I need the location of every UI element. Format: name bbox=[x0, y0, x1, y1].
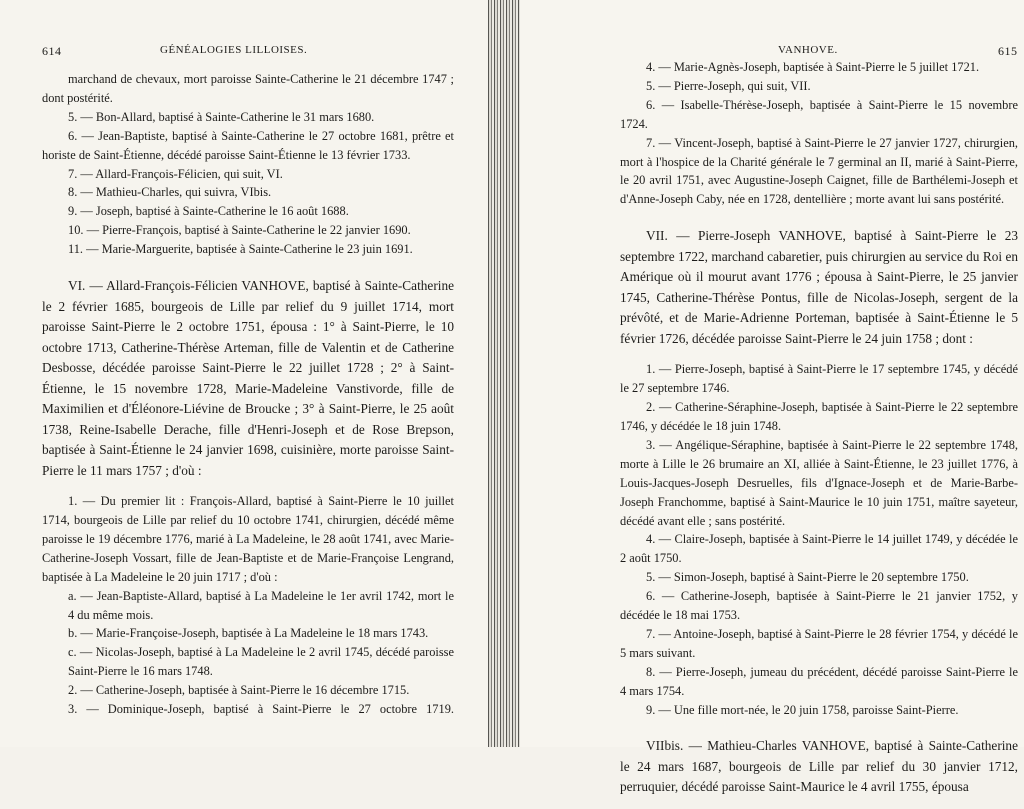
genealogy-entry: 6. — Jean-Baptiste, baptisé à Sainte-Catherine le 27 octobre 1681, prêtre et horiste de Saint-Étienne, décédé paroisse Saint-Étienne le 13 février 1733. bbox=[42, 128, 454, 162]
genealogy-entry: 9. — Joseph, baptisé à Sainte-Catherine le 16 août 1688. bbox=[68, 204, 349, 219]
generation-entry: VII. — Pierre-Joseph VANHOVE, baptisé à Saint-Pierre le 23 septembre 1722, marchand cabaretier, puis chirurgien au service du Roi en Amérique où il mourut avant 1776 ; épousa à Saint-Pierre, le 25 janvier 1745, Catherine-Thérèse Pontus, fille de Nicolas-Joseph, sergent de la prévôté, et de Marie-Adrienne Porteman, baptisée à Saint-Étienne le 5 février 1726, décédée paroisse Saint-Pierre le 24 juin 1758 ; dont : bbox=[620, 228, 1018, 346]
genealogy-entry: 8. — Pierre-Joseph, jumeau du précédent, décédé paroisse Saint-Pierre le 4 mars 1754. bbox=[620, 664, 1018, 698]
genealogy-entry: 7. — Allard-François-Félicien, qui suit, VI. bbox=[68, 166, 283, 181]
genealogy-entry: 1. — Du premier lit : François-Allard, baptisé à Saint-Pierre le 10 juillet 1714, bourgeois de Lille par relief du 10 octobre 1741, chirurgien, décédé même paroisse le 19 décembre 1776, marié à La Madeleine, le 28 août 1741, avec Marie-Catherine-Joseph Vossart, fille de Jean-Baptiste et de Marie-Françoise Lengrand, baptisée à La Madeleine le 20 juin 1717 ; d'où : bbox=[42, 494, 454, 584]
paragraph-gap bbox=[620, 209, 1018, 220]
paragraph-gap bbox=[42, 259, 454, 270]
genealogy-entry: a. — Jean-Baptiste-Allard, baptisé à La Madeleine le 1er avril 1742, mort le 4 du même mois. bbox=[68, 588, 454, 622]
page-body bbox=[620, 58, 1018, 809]
page-number: 614 bbox=[42, 44, 62, 58]
paragraph-gap bbox=[42, 481, 454, 492]
paragraph-gap bbox=[620, 349, 1018, 360]
page-body bbox=[42, 70, 454, 719]
generation-entry: VI. — Allard-François-Félicien VANHOVE, baptisé à Sainte-Catherine le 2 février 1685, bourgeois de Lille par relief du 9 juillet 1714, mort paroisse Saint-Pierre le 2 octobre 1751, épousa : 1° à Saint-Pierre, le 10 octobre 1713, Catherine-Thérèse Arteman, fille de Valentin et de Catherine Desbosse, décédée paroisse Saint-Pierre le 22 juillet 1728 ; 2° à Saint-Étienne, le 15 novembre 1728, Marie-Madeleine Vanstivorde, fille de Maximilien et d'Éléonore-Liévine de Broucke ; 3° à Saint-Pierre, le 25 août 1738, Reine-Isabelle Derache, fille d'Henri-Joseph et de Rose Brepson, baptisée à Saint-Étienne le 24 janvier 1698, cuisinière, morte paroisse Saint-Pierre le 11 mars 1757 ; d'où : bbox=[42, 278, 454, 478]
generation-entry: VIIbis. — Mathieu-Charles VANHOVE, baptisé à Sainte-Catherine le 24 mars 1687, bourgeois de Lille par relief du 30 janvier 1712, perruquier, décédé paroisse Saint-Maurice le 4 avril 1755, épousa bbox=[620, 738, 1018, 795]
running-head: VANHOVE. bbox=[778, 44, 838, 56]
genealogy-entry: 3. — Angélique-Séraphine, baptisée à Saint-Pierre le 22 septembre 1748, morte à Lille le 26 brumaire an XI, alliée à Saint-Étienne, le 23 juillet 1776, à Louis-Jacques-Joseph Desruelles, fils d'Ignace-Joseph et de Marie-Barbe-Joseph Franchomme, baptisé à Saint-Maurice le 10 juin 1751, maître sayeteur, décédé avant elle ; sans postérité. bbox=[620, 437, 1018, 528]
book-gutter bbox=[488, 0, 520, 747]
genealogy-entry: 6. — Isabelle-Thérèse-Joseph, baptisée à Saint-Pierre le 15 novembre 1724. bbox=[620, 97, 1018, 131]
genealogy-entry: 4. — Claire-Joseph, baptisée à Saint-Pierre le 14 juillet 1749, y décédée le 2 août 1750. bbox=[620, 532, 1018, 566]
genealogy-entry: 4. — Marie-Agnès-Joseph, baptisée à Saint-Pierre le 5 juillet 1721. bbox=[646, 60, 980, 74]
genealogy-entry: 5. — Pierre-Joseph, qui suit, VII. bbox=[646, 78, 811, 93]
genealogy-entry: c. — Nicolas-Joseph, baptisé à La Madeleine le 2 avril 1745, décédé paroisse Saint-Pierre le 16 mars 1748. bbox=[68, 645, 454, 679]
genealogy-entry: 9. — Une fille mort-née, le 20 juin 1758, paroisse Saint-Pierre. bbox=[646, 702, 959, 717]
genealogy-entry: 1. — Pierre-Joseph, baptisé à Saint-Pierre le 17 septembre 1745, y décédé le 27 septembre 1746. bbox=[620, 362, 1018, 396]
genealogy-entry: 5. — Bon-Allard, baptisé à Sainte-Catherine le 31 mars 1680. bbox=[68, 109, 375, 124]
genealogy-entry: 6. — Catherine-Joseph, baptisée à Saint-Pierre le 21 janvier 1752, y décédée le 18 mai 1753. bbox=[620, 589, 1018, 623]
running-head: GÉNÉALOGIES LILLOISES. bbox=[160, 44, 308, 56]
genealogy-entry: 7. — Antoine-Joseph, baptisé à Saint-Pierre le 28 février 1754, y décédé le 5 mars suivant. bbox=[620, 626, 1018, 660]
genealogy-entry: 8. — Mathieu-Charles, qui suivra, VIbis. bbox=[68, 185, 272, 200]
genealogy-entry: 11. — Marie-Marguerite, baptisée à Sainte-Catherine le 23 juin 1691. bbox=[68, 242, 413, 257]
paragraph-gap bbox=[620, 719, 1018, 730]
right-page bbox=[520, 0, 1024, 795]
genealogy-entry: 3. — Dominique-Joseph, baptisé à Saint-Pierre le 27 octobre 1719. bbox=[68, 702, 454, 717]
left-page bbox=[0, 0, 488, 747]
page-number: 615 bbox=[998, 44, 1018, 58]
genealogy-entry: 2. — Catherine-Joseph, baptisée à Saint-Pierre le 16 décembre 1715. bbox=[68, 683, 410, 698]
genealogy-entry: 5. — Simon-Joseph, baptisé à Saint-Pierre le 20 septembre 1750. bbox=[646, 570, 969, 585]
genealogy-entry: 7. — Vincent-Joseph, baptisé à Saint-Pierre le 27 janvier 1727, chirurgien, mort à l'hospice de la Charité générale le 7 germinal an II, marié à Saint-Pierre, le 20 avril 1751, avec Augustine-Joseph Caignet, fille de Barthélemi-Joseph et d'Anne-Joseph Caby, née en 1728, dentellière ; morte avant lui sans postérité. bbox=[620, 135, 1018, 207]
genealogy-entry: 10. — Pierre-François, baptisé à Sainte-Catherine le 22 janvier 1690. bbox=[68, 223, 411, 238]
genealogy-entry: b. — Marie-Françoise-Joseph, baptisée à La Madeleine le 18 mars 1743. bbox=[68, 626, 429, 641]
genealogy-entry: marchand de chevaux, mort paroisse Sainte-Catherine le 21 décembre 1747 ; dont postérité. bbox=[42, 72, 454, 105]
genealogy-entry: 2. — Catherine-Séraphine-Joseph, baptisée à Saint-Pierre le 22 septembre 1746, y décédée le 18 juin 1748. bbox=[620, 400, 1018, 433]
paragraph-gap bbox=[620, 798, 1018, 809]
